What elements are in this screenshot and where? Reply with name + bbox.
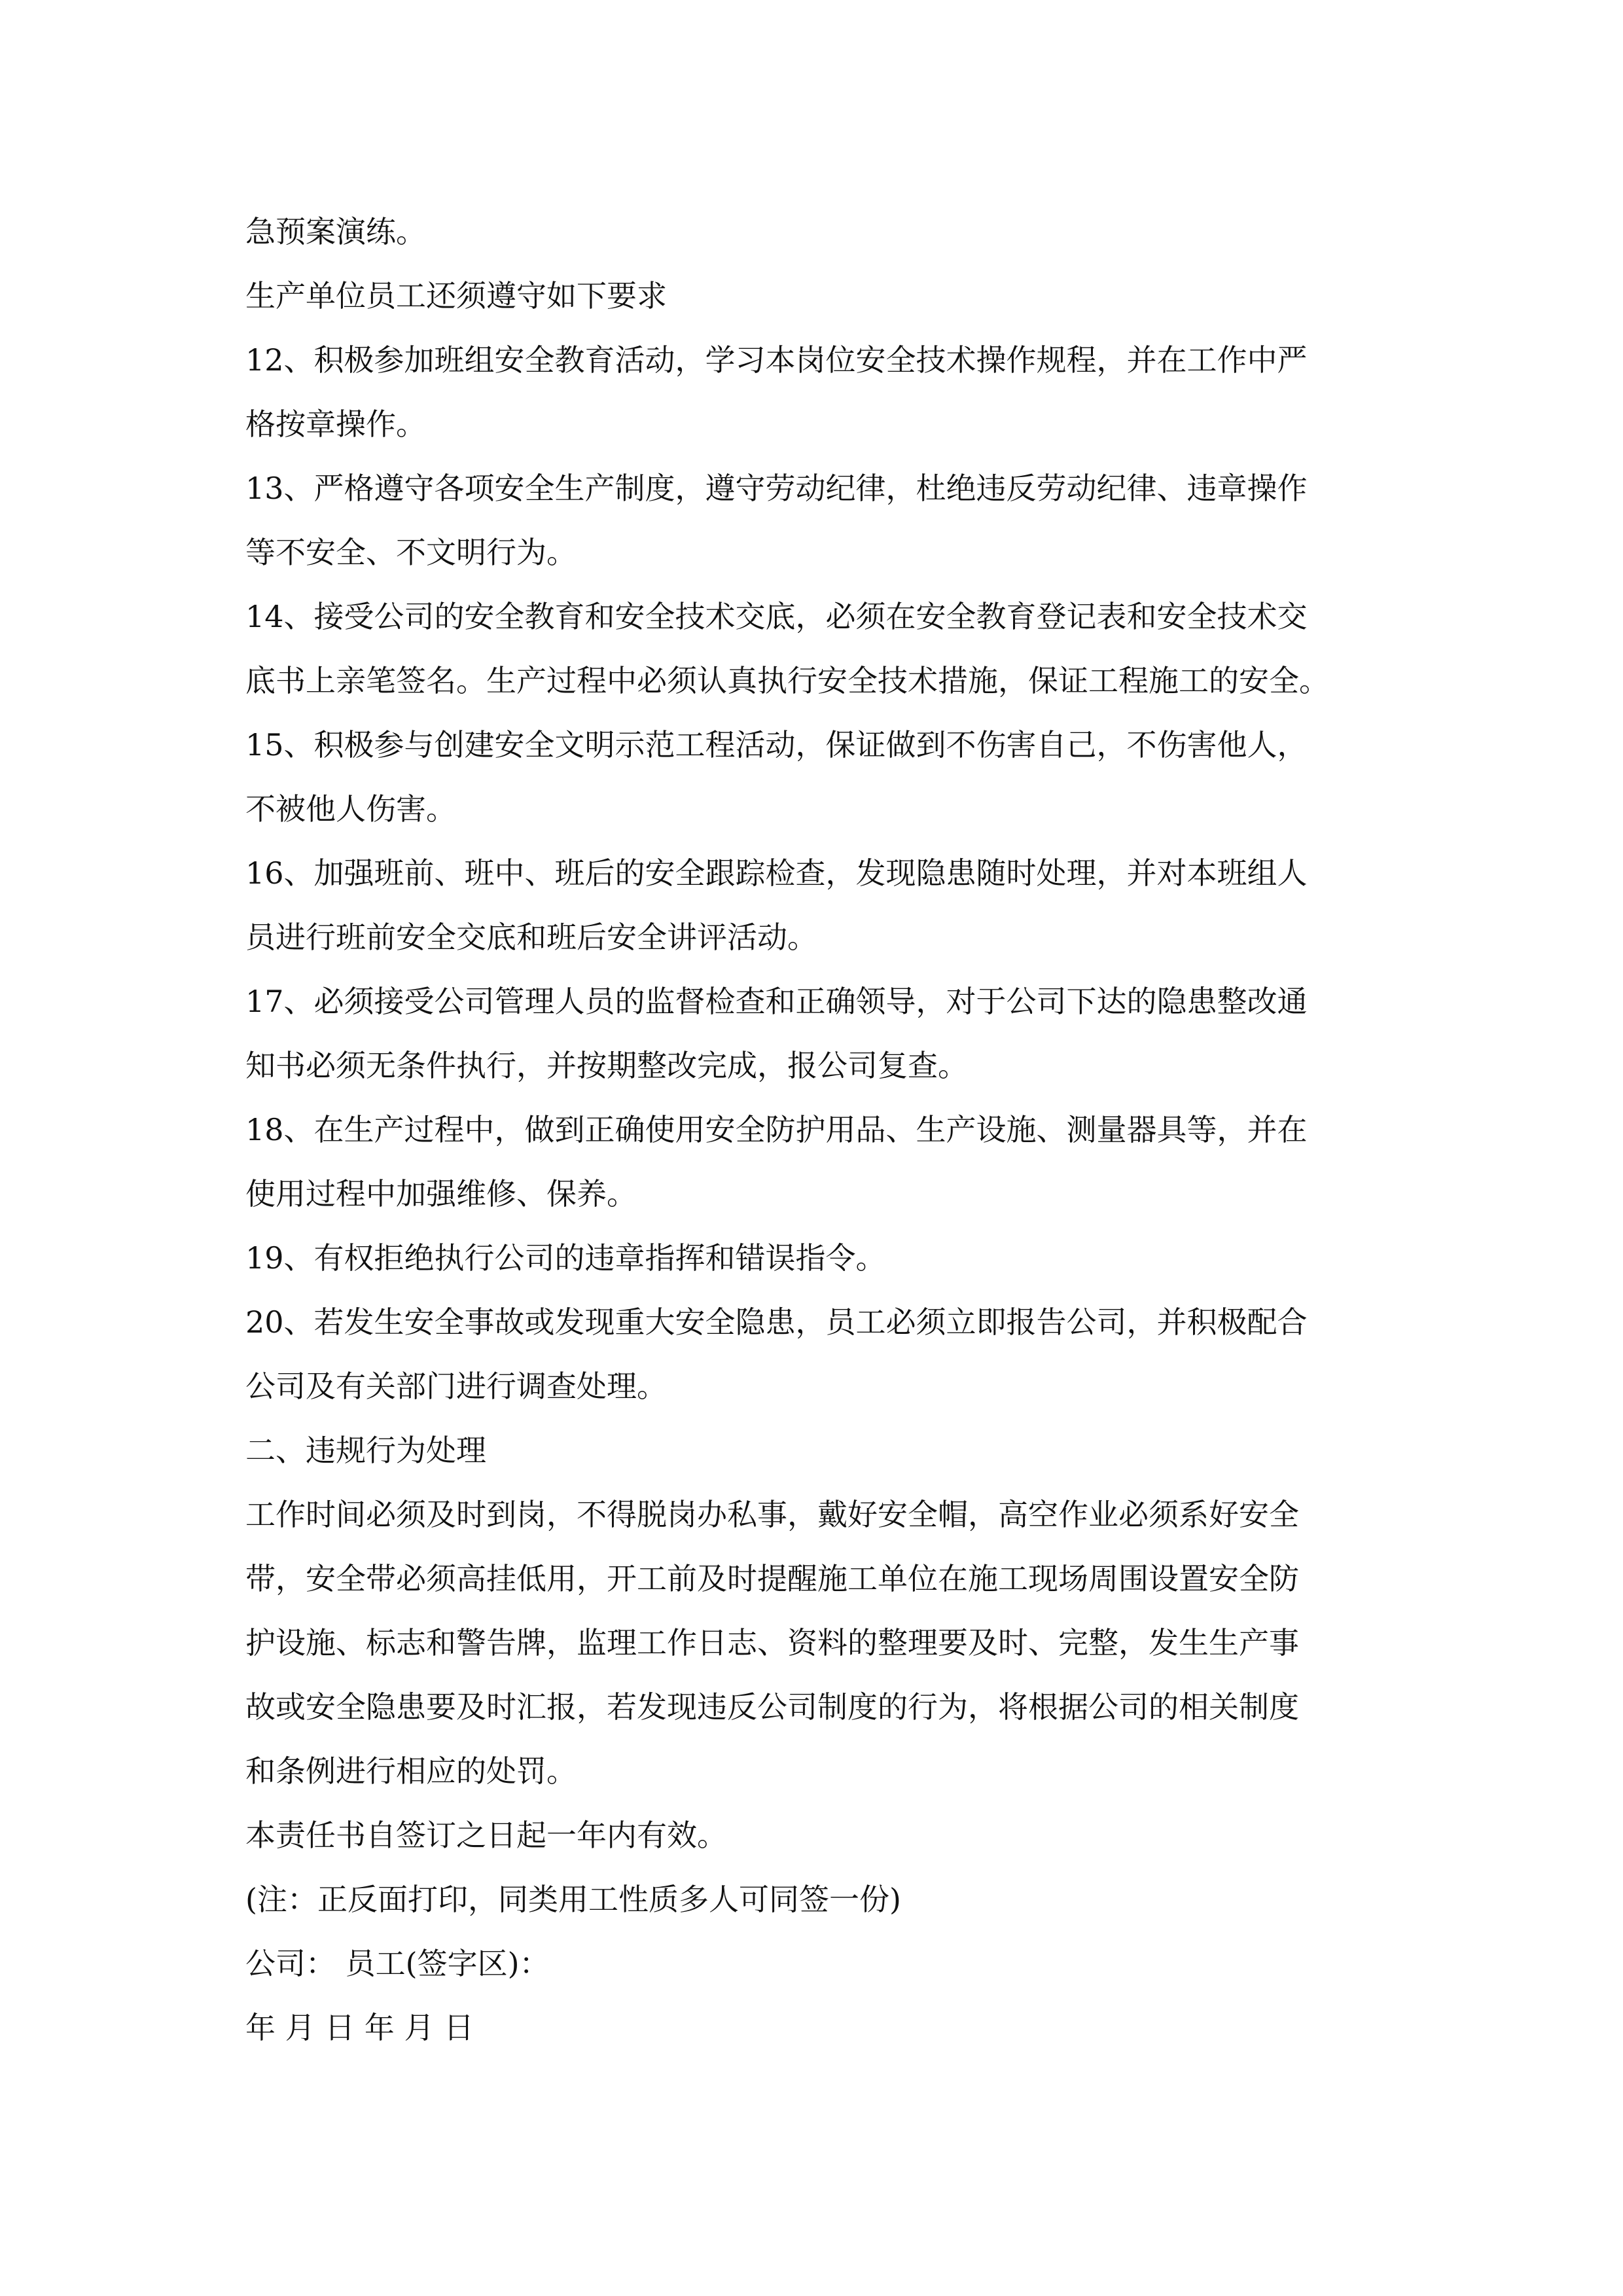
text-line: 带，安全带必须高挂低用，开工前及时提醒施工单位在施工现场周围设置安全防 [245,1561,1299,1596]
date-line: 年 月 日 年 月 日 [245,2010,474,2045]
text-line: 和条例进行相应的处罚。 [245,1753,577,1789]
text-line: 底书上亲笔签名。生产过程中必须认真执行安全技术措施，保证工程施工的安全。 [245,663,1329,698]
text-line: 等不安全、不文明行为。 [245,535,577,570]
text-line: 20、若发生安全事故或发现重大安全隐患，员工必须立即报告公司，并积极配合 [245,1304,1308,1340]
text-line: 故或安全隐患要及时汇报，若发现违反公司制度的行为，将根据公司的相关制度 [245,1689,1299,1725]
text-line: 生产单位员工还须遵守如下要求 [245,278,667,314]
text-line: 12、积极参加班组安全教育活动，学习本岗位安全技术操作规程，并在工作中严 [245,342,1308,378]
text-line: 13、严格遵守各项安全生产制度，遵守劳动纪律，杜绝违反劳动纪律、违章操作 [245,471,1308,506]
text-line: 不被他人伤害。 [245,791,456,827]
text-line: 护设施、标志和警告牌，监理工作日志、资料的整理要及时、完整，发生生产事 [245,1625,1299,1660]
text-line: 使用过程中加强维修、保养。 [245,1176,637,1211]
text-line: 15、积极参与创建安全文明示范工程活动，保证做到不伤害自己，不伤害他人， [245,727,1308,762]
section-heading: 二、违规行为处理 [245,1433,486,1468]
text-line: 17、必须接受公司管理人员的监督检查和正确领导，对于公司下达的隐患整改通 [245,984,1308,1019]
text-line: 19、有权拒绝执行公司的违章指挥和错误指令。 [245,1240,886,1276]
text-line: 格按章操作。 [245,406,426,442]
text-line: 知书必须无条件执行，并按期整改完成，报公司复查。 [245,1048,968,1083]
text-line: 公司及有关部门进行调查处理。 [245,1369,667,1404]
text-line: 16、加强班前、班中、班后的安全跟踪检查，发现隐患随时处理，并对本班组人 [245,855,1308,891]
document-body [245,200,1397,2060]
text-line: 员进行班前安全交底和班后安全讲评活动。 [245,920,817,955]
printing-note: (注：正反面打印，同类用工性质多人可同签一份) [245,1882,901,1917]
validity-note: 本责任书自签订之日起一年内有效。 [245,1818,727,1853]
text-line: 工作时间必须及时到岗，不得脱岗办私事，戴好安全帽，高空作业必须系好安全 [245,1497,1299,1532]
signature-line: 公司： 员工(签字区)： [245,1946,550,1981]
text-line: 急预案演练。 [245,214,426,249]
text-line: 18、在生产过程中，做到正确使用安全防护用品、生产设施、测量器具等，并在 [245,1112,1308,1147]
text-line: 14、接受公司的安全教育和安全技术交底，必须在安全教育登记表和安全技术交 [245,599,1308,634]
